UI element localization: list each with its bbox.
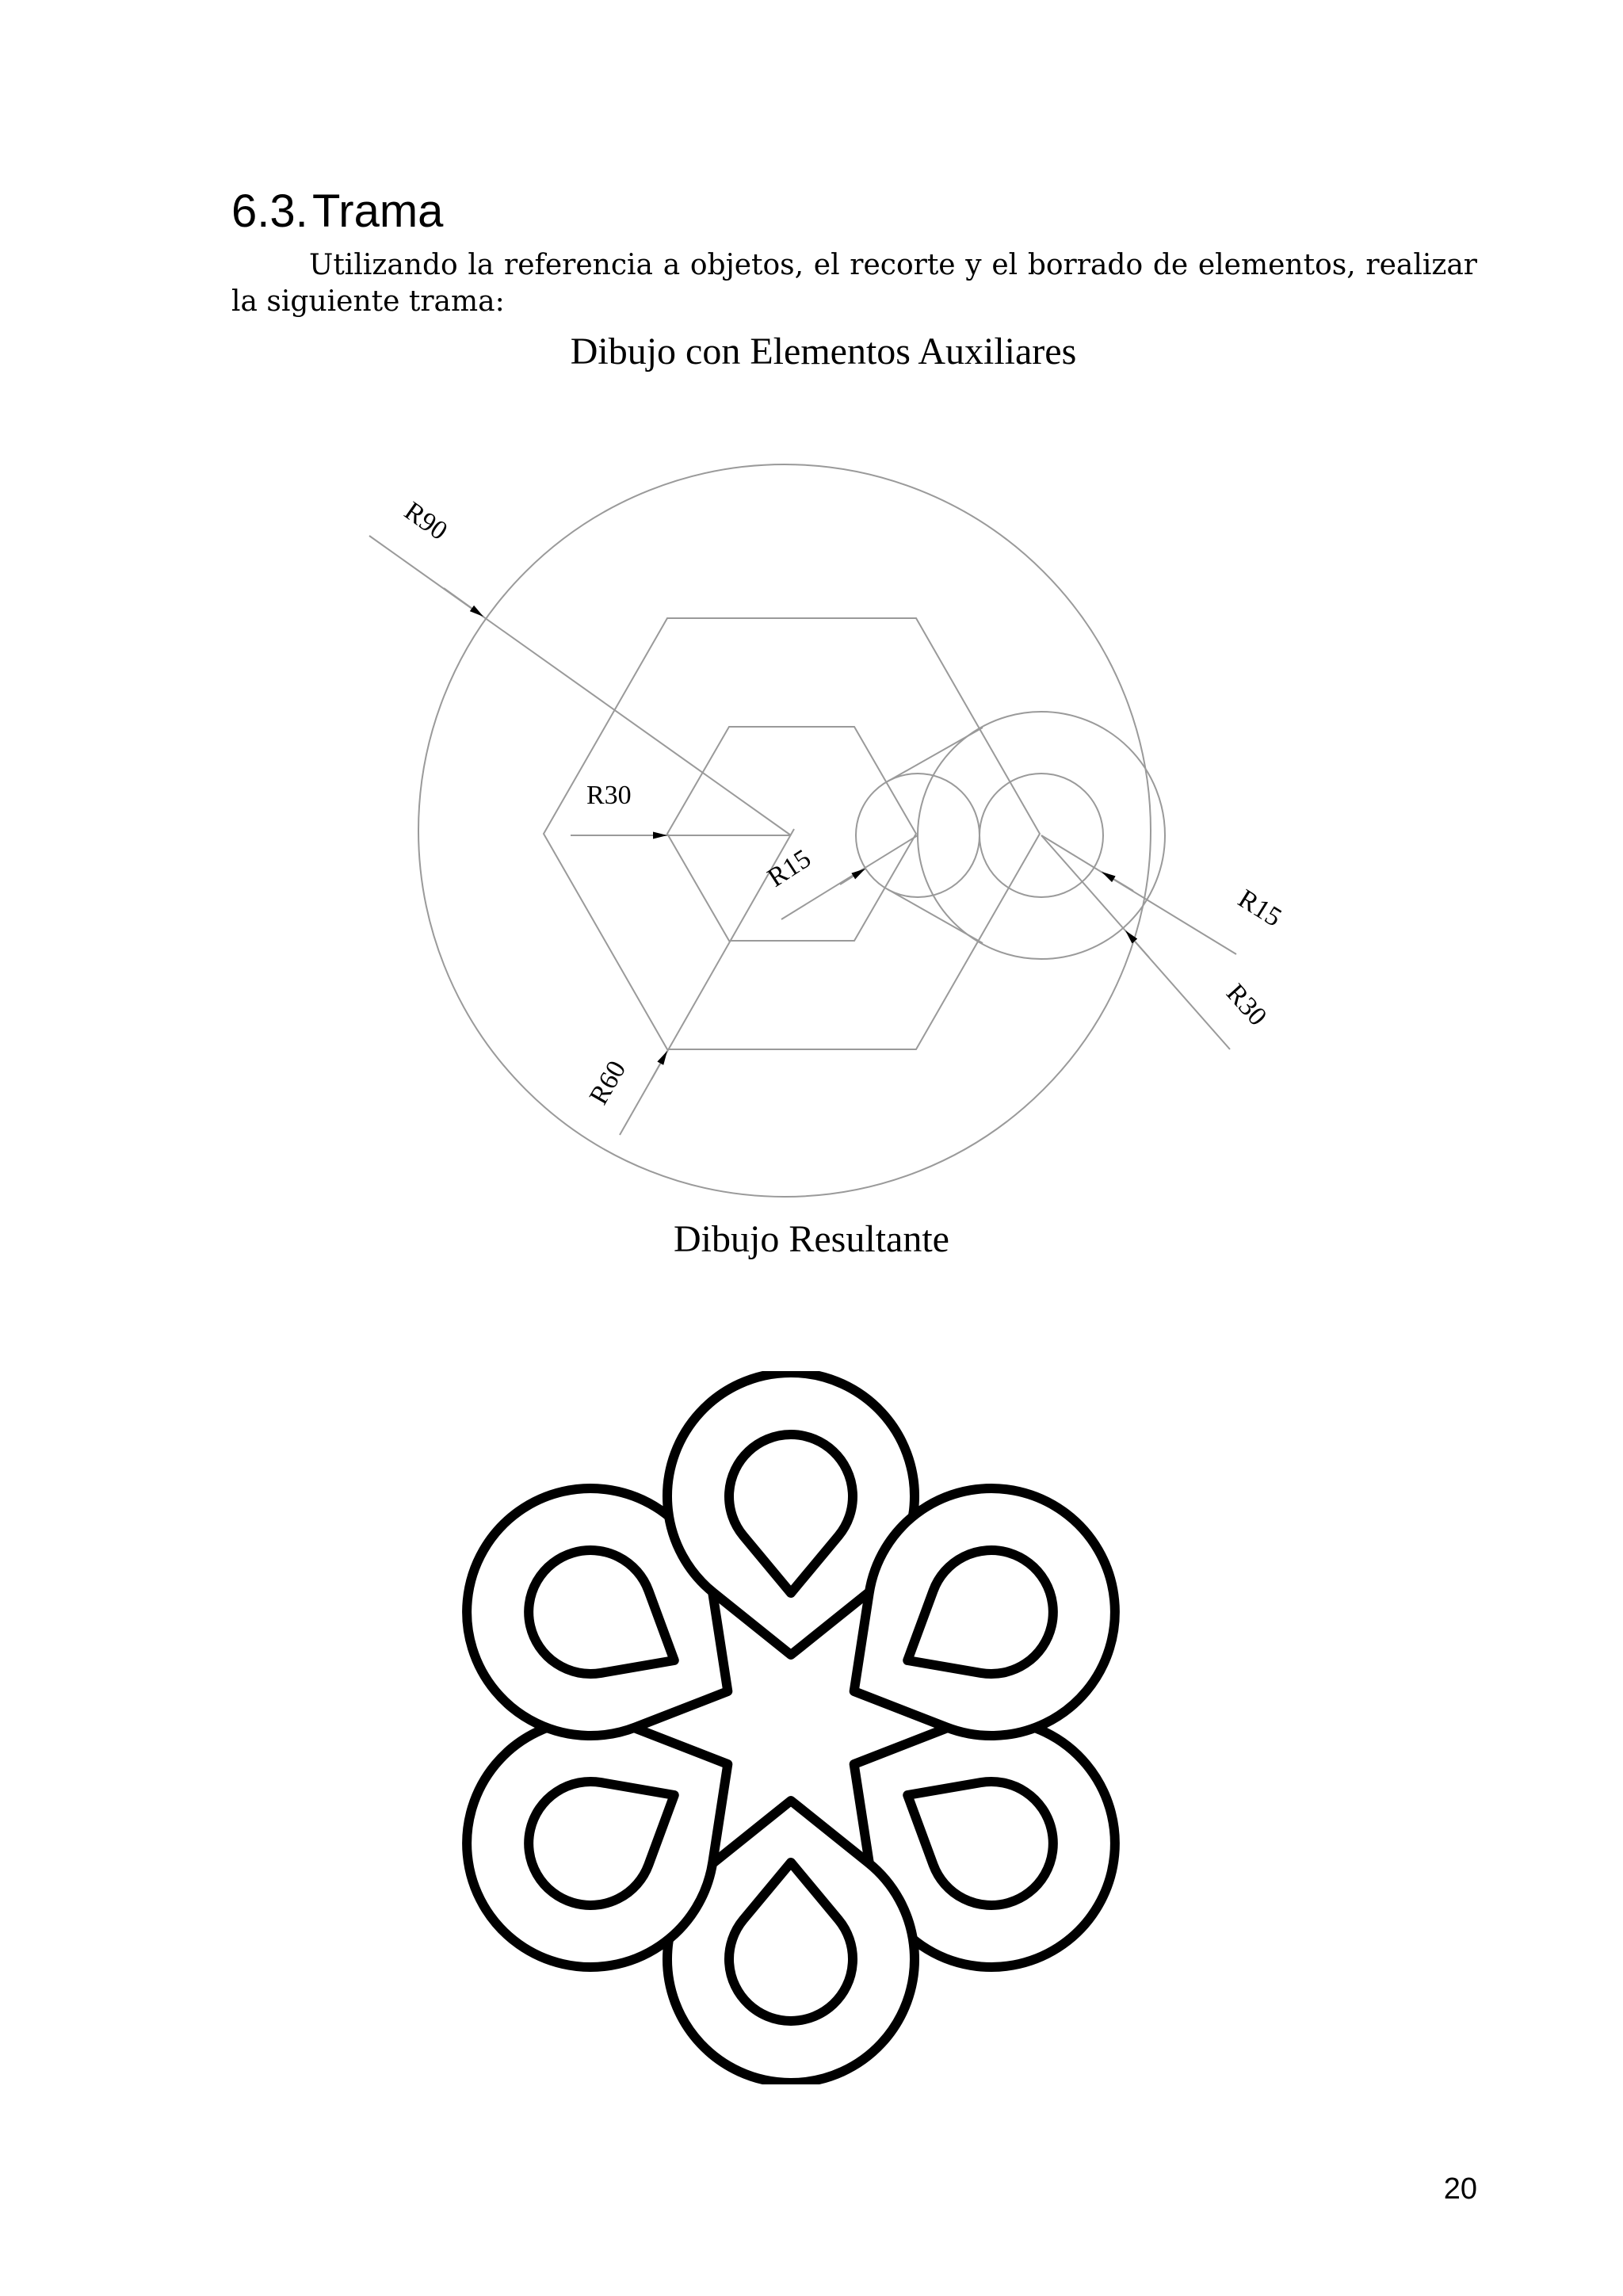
dimension-line-r15-left-arrow <box>840 869 865 884</box>
dimension-line-r60-arrow <box>651 1051 667 1079</box>
auxiliary-figure-caption: Dibujo con Elementos Auxiliares <box>570 330 1077 372</box>
page-number: 20 <box>1443 2172 1477 2206</box>
section-title: Trama <box>312 185 444 237</box>
dim-label-r15-left: R15 <box>762 843 816 893</box>
dim-label-r15-right: R15 <box>1232 884 1287 933</box>
dimension-line-r15-right-arrow <box>1102 872 1133 891</box>
resultant-figure-caption: Dibujo Resultante <box>674 1218 949 1260</box>
dim-label-r90: R90 <box>399 496 453 547</box>
section-intro: Utilizando la referencia a objetos, el recorte y el borrado de elementos, realizar la siguiente trama: <box>231 249 1477 318</box>
dimension-line-r90-arrow <box>444 588 483 617</box>
resultant-pattern-drawing <box>403 1371 1179 2084</box>
dimension-lines <box>369 536 1236 1135</box>
dim-label-r30-right: R30 <box>1220 978 1273 1032</box>
section-heading <box>231 184 443 239</box>
dim-label-r60: R60 <box>583 1056 632 1110</box>
section-number: 6.3. <box>231 185 308 237</box>
dimension-line-r15-right <box>1041 835 1236 954</box>
dim-label-r30-left: R30 <box>586 781 632 810</box>
petal-group <box>422 1373 1160 2083</box>
auxiliary-construction-drawing <box>365 444 1316 1236</box>
construction-geometry <box>418 464 1165 1197</box>
dimension-line-r90 <box>369 536 791 835</box>
